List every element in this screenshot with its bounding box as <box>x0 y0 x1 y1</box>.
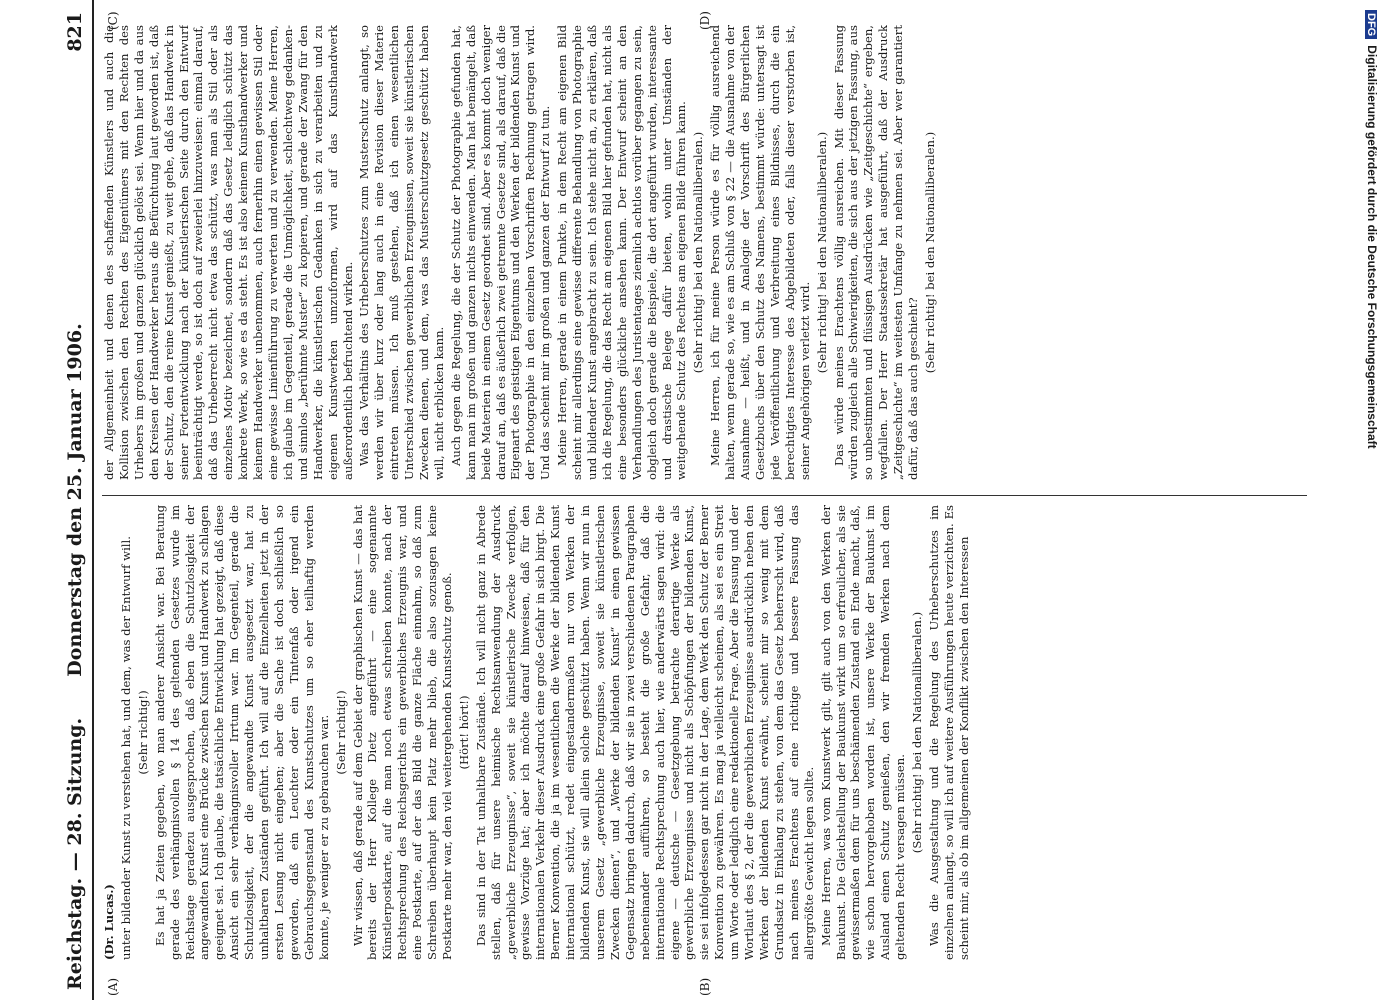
paragraph: der Allgemeinheit und denen des schaffenden Künstlers und auch die Kollision zwischen den Rechten des Eigentümers mit den Rechten des Urhebers im großen und ganzen glücklich gelöst sei. Wenn hier und da aus den Kreisen der Handwerker heraus die Befürchtung laut geworden ist, daß der Schutz, den die reine Kunst genießt, zu weit gehe, daß das Handwerk in seiner Fortentwicklung nach der künstlerischen Seite durch den Entwurf beeinträchtigt werde, so ist doch auf zweierlei hinzuweisen: einmal darauf, daß das Urheberrecht nicht etwa das schützt, was man als Stil oder als einzelnes Motiv bezeichnet, sondern daß das Gesetz lediglich schützt das konkrete Werk, so wie es da steht. Es ist also keinem Kunsthandwerker und keinem Handwerker unbenommen, auch fernerhin einen gewissen Stil oder eine gewisse Linienführung zu verwerten und zu verwenden. Meine Herren, ich glaube im Gegenteil, gerade die Unmöglichkeit, schlechtweg gedanken- und sinnlos „berühmte Muster“ zu kopieren, und gerade der Zwang für den Handwerker, die künstlerischen Gedanken in sich zu verarbeiten und zu eigenen Kunstwerken umzuformen, wird auf das Kunsthandwerk außerordentlich befruchtend wirken. <box>102 25 355 480</box>
header-left: Reichstag. — 28. Sitzung. <box>64 717 86 990</box>
paragraph: Das würde meines Erachtens völlig ausreichen. Mit dieser Fassung würden zugleich alle Schwierigkeiten, die sich aus der jetzigen Fassung, aus so unbestimmten und flüssigen Ausdrücken wie „Zeitgeschichte“ ergeben, wegfallen. Der Herr Staatssekretär hat ausgeführt, daß der Ausdruck „Zeitgeschichte“ im weitesten Umfange zu nehmen sei. Aber wer garantiert dafür, daß das auch geschieht? <box>831 25 921 480</box>
speaker-label: (Dr. Lucas.) <box>102 884 116 960</box>
dfg-credit-text: Digitalisierung gefördert durch die Deutsche Forschungsgemeinschaft <box>1365 45 1379 449</box>
paragraph: Was die Ausgestaltung und die Regelung des Urheberschutzes im einzelnen anlangt, so will ich auf weitere Ausführungen heute verzichten. Es scheint mir, als ob im allgemeinen der Konflikt zwischen den Interessen <box>926 505 971 960</box>
dfg-logo: DFG <box>1365 10 1377 39</box>
header-date: Donnerstag den 25. Januar 1906. <box>64 323 86 677</box>
interjection: (Sehr richtig!) <box>333 690 348 775</box>
margin-marker-d: (D) <box>698 11 712 30</box>
interjection: (Hört! hört!) <box>456 695 471 770</box>
interjection: (Sehr richtig! bei den Nationalliberalen.) <box>922 131 937 374</box>
interjection: (Sehr richtig! bei den Nationalliberalen.) <box>910 611 925 854</box>
page-number: 821 <box>64 12 86 52</box>
margin-marker-b: (B) <box>698 977 712 996</box>
interjection: (Sehr richtig! bei den Nationalliberalen.) <box>691 131 706 374</box>
dfg-credit <box>1357 10 1379 990</box>
paragraph: Auch gegen die Regelung, die der Schutz der Photographie gefunden hat, kann man im großen und ganzen nichts einwenden. Man hat bemängelt, daß beide Materien in einem Gesetz geordnet sind. Aber es kommt doch weniger darauf an, daß es äußerlich zwei getrennte Gesetze sind, als darauf, daß die Eigenart des geistigen Eigentums und den Werken der bildenden Kunst und der Photographie in den einzelnen Vorschriften Rechnung getragen wird. Und das scheint mir im großen und ganzen der Entwurf zu tun. <box>448 25 553 480</box>
paragraph: Meine Herren, ich für meine Person würde es für völlig ausreichend halten, wenn gerade so, wie es am Schluß von § 22 — die Ausnahme von der Ausnahme — heißt, und in Analogie der Vorschrift des Bürgerlichen Gesetzbuchs über den Schutz des Namens, bestimmt würde: untersagt ist jede Veröffentlichung und Verbreitung eines Bildnisses, durch die ein berechtigtes Interesse des Abgebildeten oder, falls dieser verstorben ist, seiner Angehörigen verletzt wird. <box>708 25 812 480</box>
paragraph: Wir wissen, daß gerade auf dem Gebiet der graphischen Kunst — das hat bereits der Herr Kollege Dietz angeführt — eine sogenannte Künstlerpostkarte, auf die man noch etwas schreiben konnte, nach der Rechtsprechung des Reichsgerichts ein gewerbliches Erzeugnis war, und eine Postkarte, auf der das Bild die ganze Fläche einnahm, so daß zum Schreiben überhaupt kein Platz mehr blieb, die also sozusagen keine Postkarte mehr war, den viel weitergehenden Kunstschutz genoß. <box>350 505 454 960</box>
margin-marker-a: (A) <box>106 977 120 996</box>
interjection: (Sehr richtig! bei den Nationalliberalen.) <box>814 131 829 374</box>
page-header <box>58 0 94 1000</box>
paragraph: Was das Verhältnis des Urheberschutzes zum Musterschutz anlangt, so werden wir über kurz oder lang auch in eine Revision dieser Materie eintreten müssen. Ich muß gestehen, daß ich einen wesentlichen Unterschied zwischen gewerblichen Erzeugnissen, soweit sie künstlerischen Zwecken dienen, und dem, was das Musterschutzgesetz geschützt haben will, nicht erblicken kann. <box>357 25 446 480</box>
paragraph: Es hat ja Zeiten gegeben, wo man anderer Ansicht war. Bei Beratung gerade des verhängnisvollen § 14 des geltenden Gesetzes wurde im Reichstage geradezu ausgesprochen, daß eben die Schutzlosigkeit der angewandten Kunst eine Brücke zwischen Kunst und Handwerk zu schlagen geeignet sei. Ich glaube, die tatsächliche Entwicklung hat gezeigt, daß diese Ansicht ein sehr verhängnisvoller Irrtum war. Im Gegenteil, gerade die Schutzlosigkeit, der die angewandte Kunst ausgesetzt war, hat zu unhaltbaren Zuständen geführt. Ich will auf die Einzelheiten jetzt in der ersten Lesung nicht eingehen; aber die Sache ist doch schließlich so geworden, daß ein Leuchter oder ein Tintenfaß oder irgend ein Gebrauchsgegenstand des Kunstschutzes um so eher teilhaftig werden konnte, je weniger er zu gebrauchen war. <box>152 505 331 960</box>
margin-marker-c: (C) <box>106 11 120 30</box>
scanned-page <box>58 0 1320 1000</box>
interjection: (Sehr richtig!) <box>135 690 150 775</box>
column-divider <box>102 495 1307 496</box>
paragraph: Meine Herren, gerade in einem Punkte, in dem Recht am eigenen Bild scheint mir allerdings eine gewisse differente Behandlung von Photographie und bildender Kunst angebracht zu sein. Ich stehe nicht an, zu erklären, daß ich die Regelung, die das Recht am eigenen Bild hier gefunden hat, nicht als eine besonders glückliche ansehen kann. Der Entwurf scheint an den Verhandlungen des Juristentages ziemlich achtlos vorüber gegangen zu sein, obgleich doch gerade die Beispiele, die dort angeführt wurden, interessante und drastische Belege dafür bieten, wohin unter Umständen der weitgehende Schutz des Rechtes am eigenen Bilde führen kann. <box>555 25 689 480</box>
left-column <box>102 505 1307 960</box>
right-column <box>102 25 1307 480</box>
paragraph: Meine Herren, was vom Kunstwerk gilt, gilt auch von den Werken der Baukunst. Die Gleichstellung der Baukunst wirkt um so erfreulicher, als sie gewissermaßen dem für uns beschämenden Zustand ein Ende macht, daß, wie schon hervorgehoben worden ist, unsere Werke der Baukunst im Ausland einen Schutz genießen, den wir fremden Werken nach dem geltenden Recht versagen müssen. <box>818 505 908 960</box>
rotated-page-content <box>58 0 1313 1000</box>
paragraph: unter bildender Kunst zu verstehen hat, und dem, was der Entwurf will. <box>118 536 133 960</box>
paragraph: Das sind in der Tat unhaltbare Zustände. Ich will nicht ganz in Abrede stellen, daß für unsere heimische Rechtsanwendung der Ausdruck „gewerbliche Erzeugnisse“, soweit sie künstlerische Zwecke verfolgen, gewisse Vorzüge hat; aber ich möchte darauf hinweisen, daß für den internationalen Verkehr dieser Ausdruck eine große Gefahr in sich birgt. Die Berner Konvention, die ja im wesentlichen die Werke der bildenden Kunst international schützt, redet eingestandermaßen nur von Werken der bildenden Kunst, sie will allein solche geschützt haben. Wenn wir nun in unserem Gesetz „gewerbliche Erzeugnisse, soweit sie künstlerischen Zwecken dienen“, und „Werke der bildenden Kunst“ in einen gewissen Gegensatz bringen dadurch, daß wir sie in zwei verschiedenen Paragraphen nebeneinander aufführen, so besteht die große Gefahr, daß die internationale Rechtsprechung auch hier, wie anderwärts sagen wird: die eigene — deutsche — Gesetzgebung betrachte derartige Werke als gewerbliche Erzeugnisse und nicht als Schöpfungen der bildenden Kunst, sie sei infolgedessen gar nicht in der Lage, dem Werk den Schutz der Berner Konvention zu gewähren. Es mag ja vielleicht scheinen, als sei es ein Streit um Worte oder lediglich eine redaktionelle Frage. Aber die Fassung und der Wortlaut des § 2, der die gewerblichen Erzeugnisse ausdrücklich neben den Werken der bildenden Kunst erwähnt, scheint mir so wenig mit dem Grundsatz in Einklang zu stehen, von dem das Gesetz beherrscht wird, daß nach meines Erachtens auf eine richtige und bessere Fassung das allergrößte Gewicht legen sollte. <box>473 505 816 960</box>
